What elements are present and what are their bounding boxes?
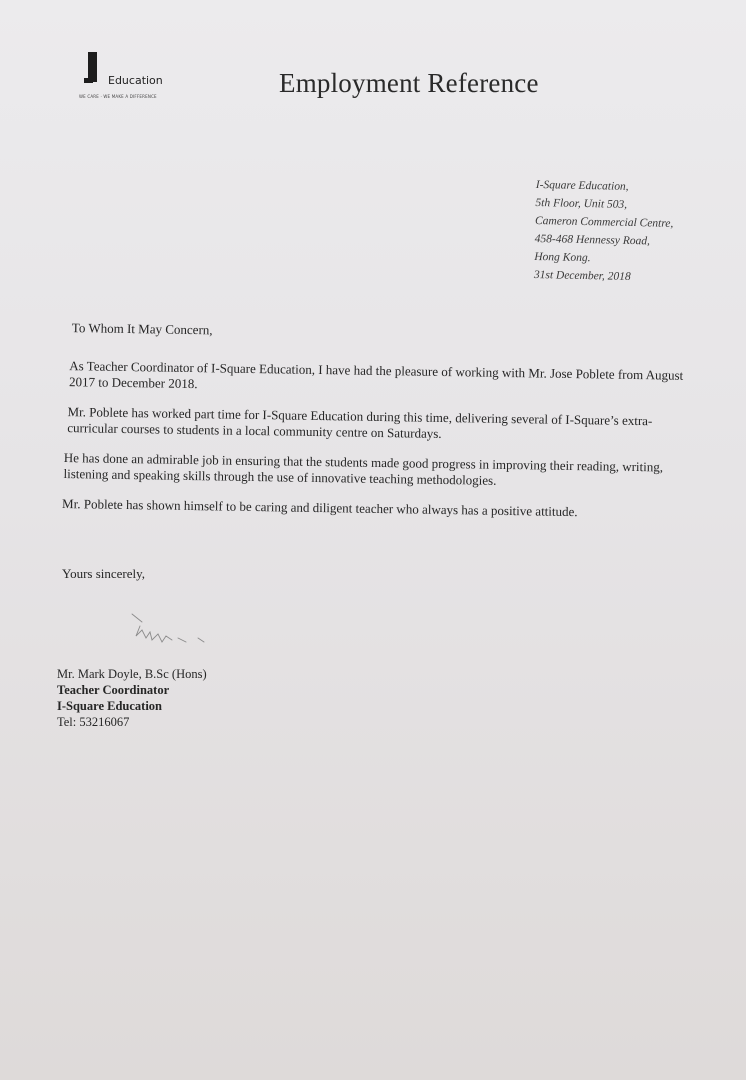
address-line: Hong Kong. [534,250,591,265]
logo-mark-square [84,78,93,83]
handwritten-signature [128,612,218,652]
sender-address [534,176,675,287]
signatory-position: Teacher Coordinator [57,683,170,697]
paragraph: Mr. Poblete has worked part time for I-Square Education during this time, delivering several of I-Square’s extra-curricular courses to students in a local community centre on Saturdays. [67,404,653,441]
letter-body [61,320,692,520]
address-line: I-Square Education, [535,178,629,193]
closing: Yours sincerely, [62,566,146,581]
salutation: To Whom It May Concern, [71,320,213,338]
letter-date: 31st December, 2018 [533,268,631,284]
paragraph: Mr. Poblete has shown himself to be caring and diligent teacher who always has a positive attitude. [61,496,578,520]
address-line: Cameron Commercial Centre, [534,214,674,230]
address-line: 5th Floor, Unit 503, [535,196,628,211]
signature-block [57,666,207,730]
logo-tagline: WE CARE · WE MAKE A DIFFERENCE [79,94,157,99]
signatory-organization: I-Square Education [57,699,163,713]
address-line: 458-468 Hennessy Road, [534,232,651,248]
signatory-name: Mr. Mark Doyle, B.Sc (Hons) [57,667,207,681]
company-logo [78,52,198,102]
paragraph: He has done an admirable job in ensuring that the students made good progress in improving their reading, writing, listening and speaking skills through the use of innovative teaching methodologies. [63,450,664,488]
document-title: Employment Reference [279,68,539,98]
signatory-tel: Tel: 53216067 [57,715,130,729]
paragraph: As Teacher Coordinator of I-Square Education, I have had the pleasure of working with Mr. Jose Poblete from August 2017 to December 2018. [68,358,684,392]
logo-brand-text: Education [108,74,163,87]
